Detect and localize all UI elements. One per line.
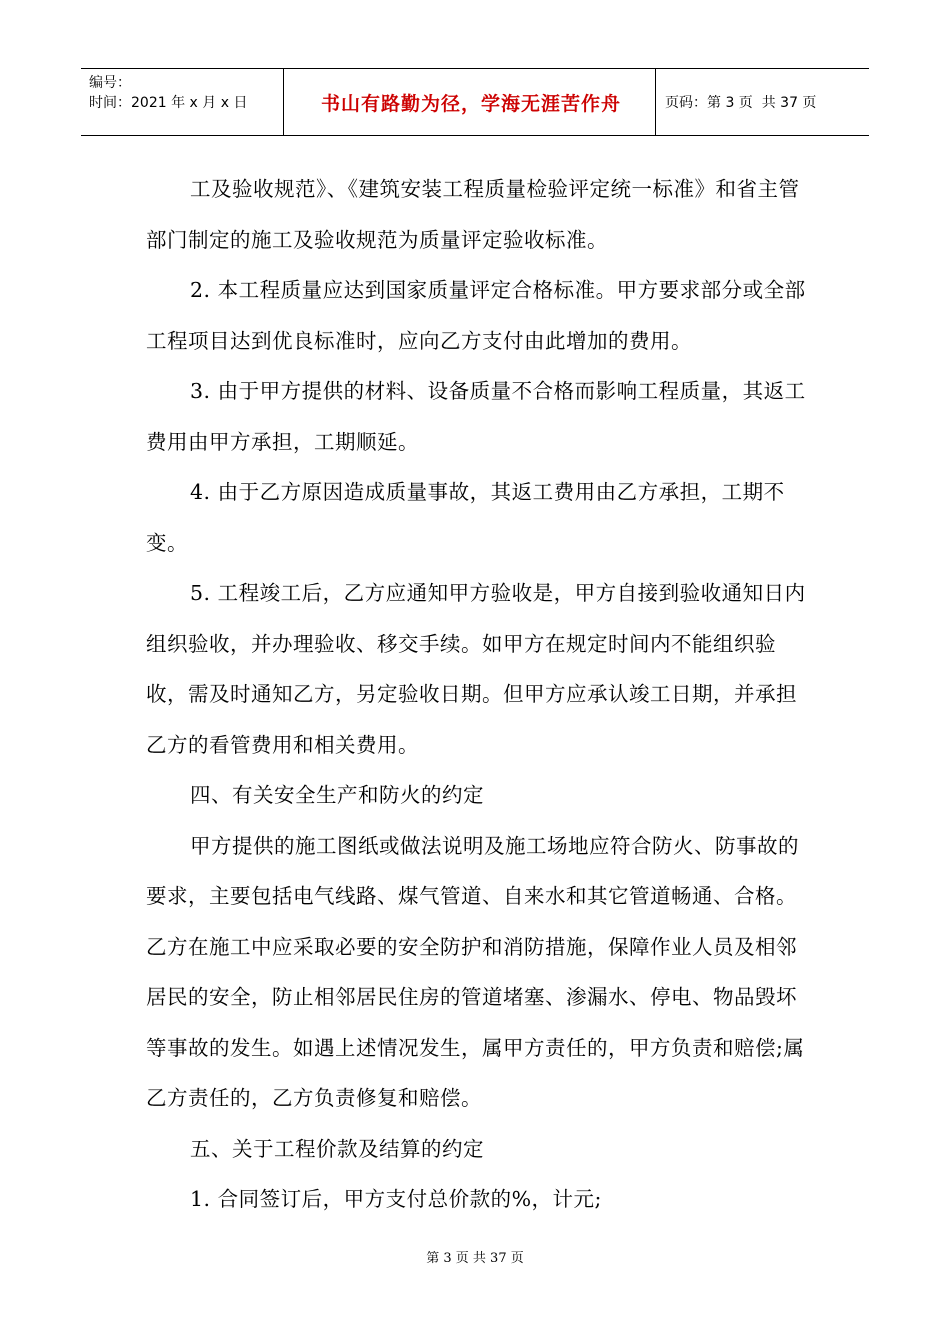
paragraph-continuation: 工及验收规范》、《建筑安装工程质量检验评定统一标准》和省主管部门制定的施工及验收规范为质量评定验收标准。 (146, 177, 800, 252)
header-meta (89, 73, 247, 113)
document-body (146, 164, 808, 1225)
section-heading-safety: 四、有关安全生产和防火的约定 (190, 783, 484, 807)
header-motto: 书山有路勤为径，学海无涯苦作舟 (320, 92, 621, 115)
header-divider-left (283, 69, 284, 135)
document-number-label: 编号： (89, 75, 131, 91)
document-header (81, 68, 869, 136)
page-footer: 第 3 页 共 37 页 (426, 1251, 524, 1266)
header-divider-right (655, 69, 656, 135)
header-page-number (665, 69, 816, 135)
paragraph-safety: 甲方提供的施工图纸或做法说明及施工场地应符合防火、防事故的要求，主要包括电气线路、煤气管道、自来水和其它管道畅通、合格。乙方在施工中应采取必要的安全防护和消防措施，保障作业人员及相邻居民的安全，防止相邻居民住房的管道堵塞、渗漏水、停电、物品毁坏等事故的发生。如遇上述情况发生，属甲方责任的，甲方负责和赔偿;属乙方责任的，乙方负责修复和赔偿。 (146, 833, 805, 1110)
paragraph-item-4: 4. 由于乙方原因造成质量事故，其返工费用由乙方承担，工期不变。 (146, 480, 785, 555)
header-page-label: 页码：第 3 页 共 37 页 (665, 95, 817, 111)
section-heading-payment: 五、关于工程价款及结算的约定 (190, 1136, 484, 1161)
paragraph-payment-1: 1. 合同签订后，甲方支付总价款的%，计元; (190, 1187, 602, 1211)
paragraph-item-5: 5. 工程竣工后，乙方应通知甲方验收是，甲方自接到验收通知日内组织验收，并办理验收、移交手续。如甲方在规定时间内不能组织验收，需及时通知乙方，另定验收日期。但甲方应承认竣工日期，并承担乙方的看管费用和相关费用。 (146, 581, 806, 757)
paragraph-item-2: 2. 本工程质量应达到国家质量评定合格标准。甲方要求部分或全部工程项目达到优良标准时，应向乙方支付由此增加的费用。 (146, 278, 806, 353)
paragraph-item-3: 3. 由于甲方提供的材料、设备质量不合格而影响工程质量，其返工费用由甲方承担，工期顺延。 (146, 379, 806, 454)
document-time-label: 时间：2021 年 x 月 x 日 (89, 95, 248, 111)
